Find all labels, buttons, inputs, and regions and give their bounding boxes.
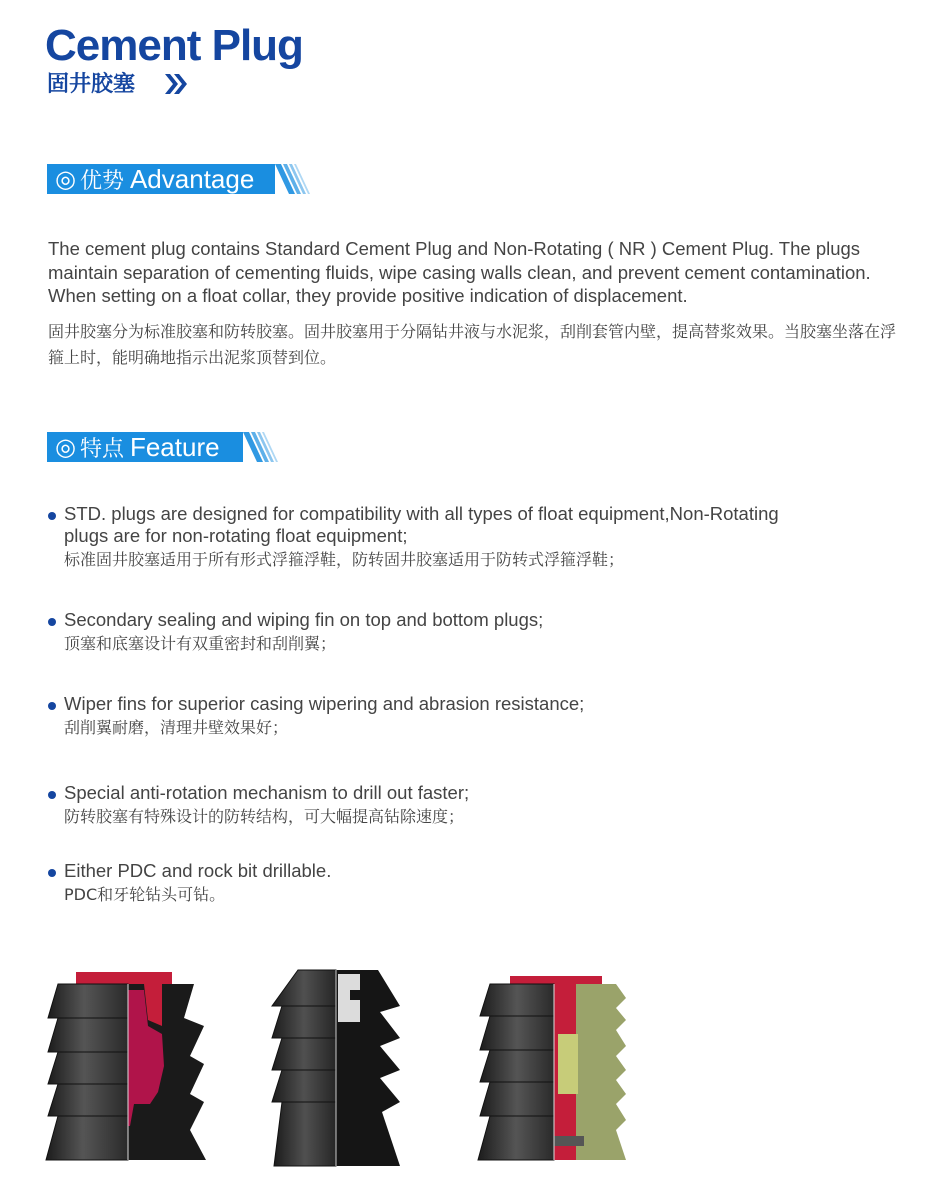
bullet-icon [48, 869, 56, 877]
slash-stripes-icon [275, 164, 313, 194]
non-rotating-cement-plug-image [270, 966, 404, 1170]
double-circle-icon: ◎ [55, 165, 76, 193]
feature-item-en: Wiper fins for superior casing wipering and abrasion resistance; [64, 693, 585, 714]
aluminum-core-cement-plug-image [476, 970, 638, 1166]
double-circle-icon: ◎ [55, 433, 76, 461]
slash-stripes-icon [243, 432, 281, 462]
feature-item-en: Either PDC and rock bit drillable. [64, 860, 332, 881]
feature-item [48, 693, 828, 741]
feature-heading-en: Feature [129, 431, 220, 462]
feature-item [48, 782, 828, 830]
feature-item [48, 860, 828, 908]
feature-item [48, 503, 828, 573]
bullet-icon [48, 618, 56, 626]
feature-item-en: STD. plugs are designed for compatibility with all types of float equipment,Non-Rotating plugs are for non-rotating float equipment; [64, 503, 779, 546]
feature-item-cn: PDC和牙轮钻头可钻。 [64, 885, 226, 904]
page-title: Cement Plug [45, 21, 303, 70]
bullet-icon [48, 512, 56, 520]
bullet-icon [48, 791, 56, 799]
page-subtitle: 固井胶塞 [47, 72, 136, 97]
feature-heading-cn: 特点 [79, 436, 124, 462]
feature-item-en: Special anti-rotation mechanism to drill out faster; [64, 782, 470, 803]
advantage-heading-cn: 优势 [79, 168, 124, 194]
standard-cement-plug-image [44, 966, 208, 1166]
feature-heading [47, 432, 281, 462]
feature-item-cn: 顶塞和底塞设计有双重密封和刮削翼； [64, 634, 337, 653]
feature-item-cn: 标准固井胶塞适用于所有形式浮箍浮鞋，防转固井胶塞适用于防转式浮箍浮鞋； [64, 550, 625, 569]
advantage-heading-en: Advantage [129, 163, 255, 194]
double-chevron-icon [165, 72, 195, 96]
feature-item [48, 609, 828, 657]
bullet-icon [48, 702, 56, 710]
feature-item-en: Secondary sealing and wiping fin on top and bottom plugs; [64, 609, 544, 630]
advantage-heading [47, 164, 313, 194]
feature-item-cn: 刮削翼耐磨，清理井壁效果好； [64, 718, 289, 737]
advantage-text-en: The cement plug contains Standard Cement Plug and Non-Rotating ( NR ) Cement Plug. The plugs maintain separation of cementing fluids, wipe casing walls clean, and prevent cement contamination. When setting on a float collar, they provide positive indication of displacement. [48, 238, 871, 306]
advantage-text-cn: 固井胶塞分为标准胶塞和防转胶塞。固井胶塞用于分隔钻井液与水泥浆，刮削套管内壁，提高替浆效果。当胶塞坐落在浮箍上时，能明确地指示出泥浆顶替到位。 [48, 322, 897, 367]
feature-item-cn: 防转胶塞有特殊设计的防转结构，可大幅提高钻除速度； [64, 807, 465, 826]
